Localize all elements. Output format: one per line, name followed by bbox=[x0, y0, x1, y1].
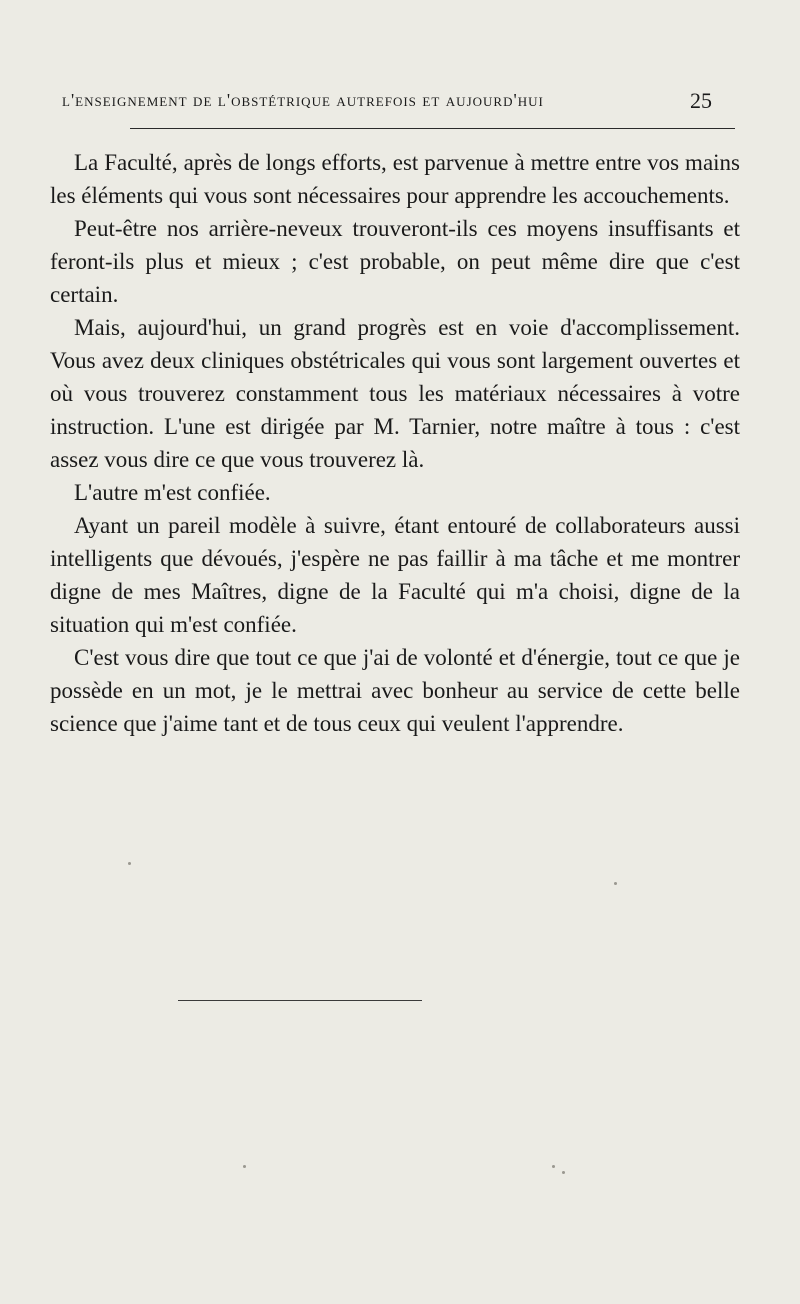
paragraph: Mais, aujourd'hui, un grand progrès est en voie d'accomplissement. Vous avez deux cliniques obstétricales qui vous sont largement ouvertes et où vous trouverez constamment tous les matériaux nécessaires à votre instruction. L'une est dirigée par M. Tarnier, notre maître à tous : c'est assez vous dire ce que vous trouverez là. bbox=[50, 315, 740, 472]
paper-speck bbox=[562, 1171, 565, 1174]
running-head: l'enseignement de l'obstétrique autrefois et aujourd'hui bbox=[62, 90, 544, 110]
paragraph: Ayant un pareil modèle à suivre, étant entouré de collaborateurs aussi intelligents que dévoués, j'espère ne pas faillir à ma tâche et me montrer digne de mes Maîtres, digne de la Faculté qui m'a choisi, digne de la situation qui m'est confiée. bbox=[50, 513, 740, 637]
body-text bbox=[50, 146, 740, 740]
paper-speck bbox=[243, 1165, 246, 1168]
paragraph: L'autre m'est confiée. bbox=[74, 480, 271, 505]
paragraph: La Faculté, après de longs efforts, est parvenue à mettre entre vos mains les éléments qui vous sont nécessaires pour apprendre les accouchements. bbox=[50, 150, 740, 208]
paper-speck bbox=[552, 1165, 555, 1168]
paragraph: C'est vous dire que tout ce que j'ai de volonté et d'énergie, tout ce que je possède en un mot, je le mettrai avec bonheur au service de cette belle science que j'aime tant et de tous ceux qui veulent l'apprendre. bbox=[50, 645, 740, 736]
header-rule bbox=[130, 128, 735, 129]
paragraph: Peut-être nos arrière-neveux trouveront-ils ces moyens insuffisants et feront-ils plus et mieux ; c'est probable, on peut même dire que c'est certain. bbox=[50, 216, 740, 307]
page-number: 25 bbox=[690, 88, 712, 113]
end-rule bbox=[178, 1000, 422, 1001]
paper-speck bbox=[614, 882, 617, 885]
paper-speck bbox=[128, 862, 131, 865]
